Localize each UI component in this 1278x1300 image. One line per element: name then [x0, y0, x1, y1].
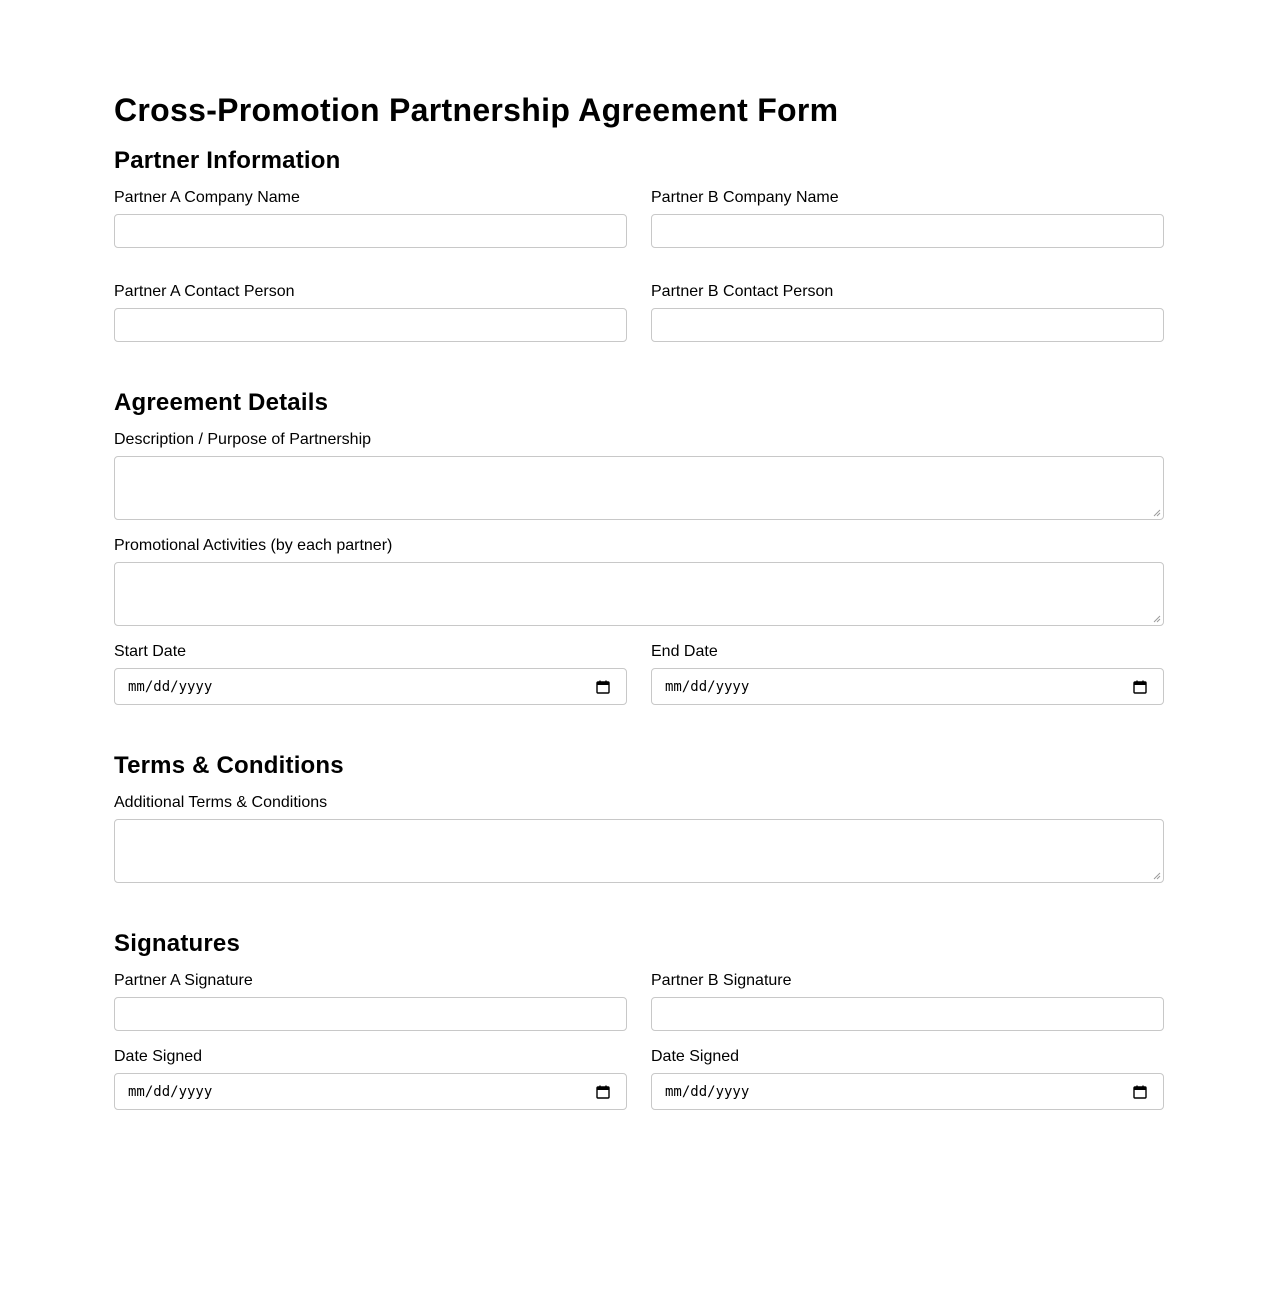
partner-a-signature-field	[114, 971, 627, 1031]
promotional-activities-textarea[interactable]	[114, 562, 1164, 626]
partner-a-contact-input[interactable]	[114, 308, 627, 342]
partner-a-signature-label: Partner A Signature	[114, 972, 253, 989]
start-date-field	[114, 642, 627, 705]
resize-handle-icon[interactable]	[1153, 872, 1161, 880]
additional-terms-textarea[interactable]	[114, 819, 1164, 883]
form-title: Cross-Promotion Partnership Agreement Form	[114, 92, 839, 128]
partner-b-company-input[interactable]	[651, 214, 1164, 248]
partner-b-company-field	[651, 188, 1164, 248]
partner-a-contact-field	[114, 282, 627, 342]
partner-b-date-signed-field	[651, 1047, 1164, 1110]
section-heading-terms: Terms & Conditions	[114, 752, 344, 779]
resize-handle-icon[interactable]	[1153, 509, 1161, 517]
partnership-agreement-form	[114, 88, 1164, 1110]
partner-b-date-signed-input[interactable]	[651, 1073, 1164, 1110]
start-date-placeholder: mm/dd/yyyy	[128, 679, 213, 695]
end-date-input[interactable]	[651, 668, 1164, 705]
end-date-placeholder: mm/dd/yyyy	[665, 679, 750, 695]
partner-b-contact-label: Partner B Contact Person	[651, 283, 834, 300]
section-heading-signatures: Signatures	[114, 930, 241, 957]
company-name-row	[114, 188, 1164, 248]
description-field	[114, 430, 1164, 520]
partner-a-signature-input[interactable]	[114, 997, 627, 1031]
partner-a-date-signed-input[interactable]	[114, 1073, 627, 1110]
partner-b-signature-field	[651, 971, 1164, 1031]
additional-terms-label: Additional Terms & Conditions	[114, 794, 328, 811]
calendar-icon[interactable]	[596, 1085, 610, 1099]
terms-section	[114, 751, 1164, 883]
additional-terms-field	[114, 793, 1164, 883]
signature-row	[114, 971, 1164, 1031]
agreement-details-section	[114, 388, 1164, 705]
partner-b-date-signed-placeholder: mm/dd/yyyy	[665, 1084, 750, 1100]
promotional-activities-label: Promotional Activities (by each partner)	[114, 537, 393, 554]
partner-b-contact-input[interactable]	[651, 308, 1164, 342]
end-date-label: End Date	[651, 643, 718, 660]
calendar-icon[interactable]	[1133, 1085, 1147, 1099]
description-textarea[interactable]	[114, 456, 1164, 520]
date-signed-row	[114, 1047, 1164, 1110]
partner-b-company-label: Partner B Company Name	[651, 189, 839, 206]
start-date-label: Start Date	[114, 643, 187, 660]
signatures-section	[114, 929, 1164, 1110]
calendar-icon[interactable]	[596, 680, 610, 694]
date-range-row	[114, 642, 1164, 705]
partner-a-company-label: Partner A Company Name	[114, 189, 300, 206]
partner-b-date-signed-label: Date Signed	[651, 1048, 740, 1065]
description-label: Description / Purpose of Partnership	[114, 431, 372, 448]
section-heading-agreement-details: Agreement Details	[114, 389, 329, 416]
partner-a-date-signed-label: Date Signed	[114, 1048, 203, 1065]
partner-a-date-signed-placeholder: mm/dd/yyyy	[128, 1084, 213, 1100]
calendar-icon[interactable]	[1133, 680, 1147, 694]
partner-a-date-signed-field	[114, 1047, 627, 1110]
partner-b-signature-input[interactable]	[651, 997, 1164, 1031]
resize-handle-icon[interactable]	[1153, 615, 1161, 623]
end-date-field	[651, 642, 1164, 705]
section-heading-partner-information: Partner Information	[114, 147, 341, 174]
contact-person-row	[114, 282, 1164, 342]
partner-a-company-field	[114, 188, 627, 248]
promotional-activities-field	[114, 536, 1164, 626]
partner-a-company-input[interactable]	[114, 214, 627, 248]
partner-information-section	[114, 146, 1164, 342]
partner-a-contact-label: Partner A Contact Person	[114, 283, 295, 300]
partner-b-contact-field	[651, 282, 1164, 342]
start-date-input[interactable]	[114, 668, 627, 705]
partner-b-signature-label: Partner B Signature	[651, 972, 792, 989]
